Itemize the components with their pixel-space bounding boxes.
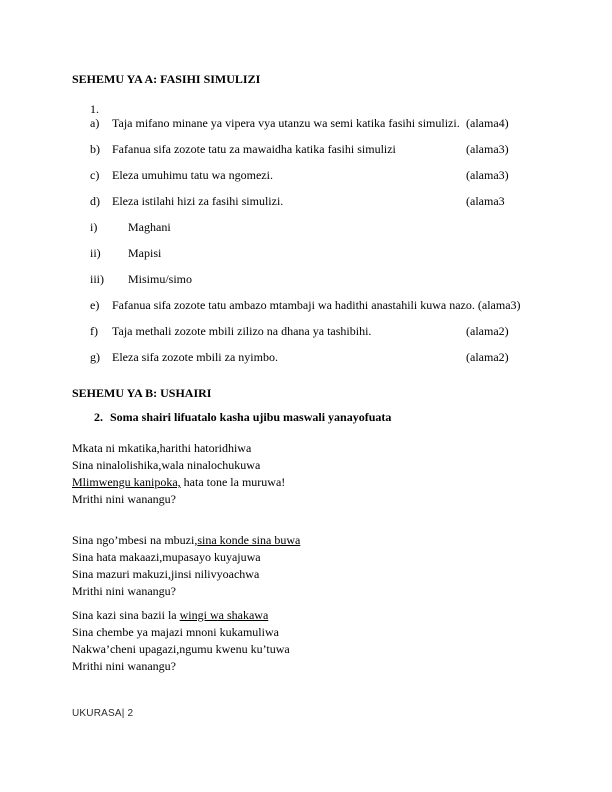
item-marks-a: (alama4) (466, 116, 509, 130)
question-2-row (94, 410, 540, 424)
item-marks-c: (alama3) (466, 168, 509, 182)
item-marks-e: (alama3) (477, 298, 521, 312)
poem-line (72, 566, 540, 583)
item-label-c: c) (90, 168, 100, 182)
poem-line-underlined-segment: Mlimwengu kanipoka, (72, 475, 181, 489)
poem-line-segment: Nakwa’cheni upagazi,ngumu kwenu ku’tuwa (72, 642, 290, 656)
question-row-a (90, 116, 540, 130)
question-row-g (90, 350, 540, 364)
item-marks-b: (alama3) (466, 142, 509, 156)
poem-line (72, 658, 540, 675)
poem-line-segment: Mrithi nini wanangu? (72, 492, 176, 506)
poem-line (72, 457, 540, 474)
poem-stanza-1 (72, 440, 540, 508)
subitem-row-i (90, 220, 540, 234)
subitem-text-iii: Misimu/simo (128, 272, 193, 286)
subitem-row-ii (90, 246, 540, 260)
poem-stanza-3 (72, 607, 540, 675)
poem-line (72, 549, 540, 566)
poem-line-segment: Sina mazuri makuzi,jinsi nilivyoachwa (72, 567, 260, 581)
poem-line-segment: Sina kazi sina bazii la (72, 608, 180, 622)
poem-line-segment: Sina chembe ya majazi mnoni kukamuliwa (72, 625, 279, 639)
item-text-b: Fafanua sifa zozote tatu za mawaidha katika fasihi simulizi (112, 142, 396, 156)
poem-line (72, 491, 540, 508)
item-text-d: Eleza istilahi hizi za fasihi simulizi. (112, 194, 284, 208)
item-marks-f: (alama2) (466, 324, 509, 338)
poem-line-segment: Sina hata makaazi,mupasayo kuyajuwa (72, 550, 261, 564)
poem-line-underlined-segment: sina konde sina buwa (197, 533, 301, 547)
item-text-c: Eleza umuhimu tatu wa ngomezi. (112, 168, 273, 182)
poem-line (72, 532, 540, 549)
poem-line-segment: Sina ngo’mbesi na mbuzi, (72, 533, 198, 547)
item-label-g: g) (90, 350, 100, 364)
subitem-label-ii: ii) (90, 246, 101, 260)
poem-line (72, 583, 540, 600)
item-text-e (112, 298, 540, 312)
poem-line-segment: hata tone la muruwa! (180, 475, 286, 489)
poem-line-segment: Sina ninalolishika,wala ninalochukuwa (72, 458, 261, 472)
subitem-marks-i (466, 220, 540, 234)
poem-line (72, 624, 540, 641)
item-text-f: Taja methali zozote mbili zilizo na dhana ya tashibihi. (112, 324, 372, 338)
poem-line (72, 474, 540, 491)
poem-line-segment: Mrithi nini wanangu? (72, 659, 176, 673)
item-text-a: Taja mifano minane ya vipera vya utanzu wa semi katika fasihi simulizi. (112, 116, 460, 130)
subitem-marks-ii (466, 246, 540, 260)
item-label-a: a) (90, 116, 100, 130)
item-label-f: f) (90, 324, 98, 338)
subitem-marks-iii (466, 272, 540, 286)
question-row-e (90, 298, 540, 312)
item-marks-g: (alama2) (466, 350, 509, 364)
poem-line (72, 641, 540, 658)
item-marks-d: (alama3 (466, 194, 505, 208)
question-1-number: 1. (90, 102, 99, 116)
question-2-instruction: Soma shairi lifuatalo kasha ujibu maswali yanayofuata (110, 410, 392, 424)
poem-line (72, 607, 540, 624)
item-text-e-body: Fafanua sifa zozote tatu ambazo mtambaji wa hadithi anastahili kuwa nazo. (112, 298, 475, 312)
item-label-e: e) (90, 298, 100, 312)
subitem-label-iii: iii) (90, 272, 104, 286)
question-row-c (90, 168, 540, 182)
poem-line-segment: Mrithi nini wanangu? (72, 584, 176, 598)
item-text-g: Eleza sifa zozote mbili za nyimbo. (112, 350, 278, 364)
item-label-d: d) (90, 194, 100, 208)
question-2-number: 2. (94, 410, 103, 424)
poem-line-underlined-segment: wingi wa shakawa (179, 608, 269, 622)
subitem-row-iii (90, 272, 540, 286)
poem (72, 440, 540, 675)
question-row-d (90, 194, 540, 208)
poem-line-segment: Mkata ni mkatika,harithi hatoridhiwa (72, 441, 252, 455)
question-row-f (90, 324, 540, 338)
subitem-label-i: i) (90, 220, 98, 234)
poem-line (72, 440, 540, 457)
subitem-text-ii: Mapisi (128, 246, 162, 260)
item-label-b: b) (90, 142, 100, 156)
section-b-heading: SEHEMU YA B: USHAIRI (72, 386, 212, 400)
poem-stanza-2 (72, 532, 540, 600)
section-a-heading: SEHEMU YA A: FASIHI SIMULIZI (72, 72, 261, 86)
question-row-b (90, 142, 540, 156)
page-footer: UKURASA| 2 (72, 708, 134, 719)
subitem-text-i: Maghani (128, 220, 171, 234)
